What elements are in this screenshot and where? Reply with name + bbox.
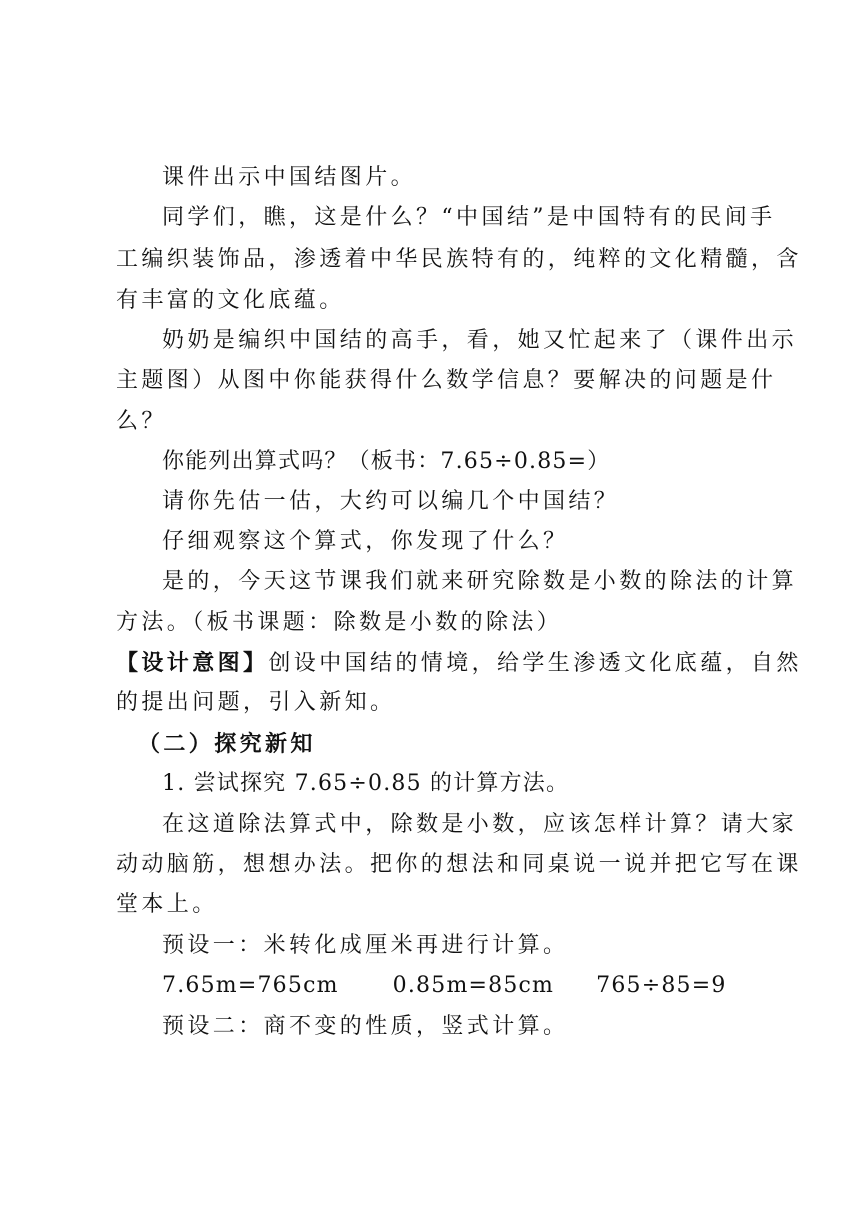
design-intent-text: 创设中国结的情境，给学生渗透文化底蕴，自然 [268, 651, 802, 676]
equation-3: 765÷85=9 [596, 973, 727, 998]
paragraph-estimate: 请你先估一估，大约可以编几个中国结？ [162, 489, 620, 514]
paragraph-courseware-show: 课件出示中国结图片。 [162, 165, 417, 190]
design-intent-label: 【设计意图】 [116, 650, 269, 676]
paragraph-chinese-knot-line3: 有丰富的文化底蕴。 [116, 288, 345, 313]
preset-two: 预设二：商不变的性质，竖式计算。 [162, 1014, 569, 1039]
paragraph-divisor-line2: 动动脑筋，想想办法。把你的想法和同桌说一说并把它写在课 [116, 852, 802, 877]
paragraph-chinese-knot-line1: 同学们，瞧，这是什么？“中国结”是中国特有的民间手 [162, 205, 776, 230]
paragraph-divisor-line3: 堂本上。 [116, 892, 218, 917]
paragraph-today-line2: 方法。（板书课题：除数是小数的除法） [116, 610, 563, 635]
preset-one: 预设一：米转化成厘米再进行计算。 [162, 933, 569, 958]
equations-line [162, 972, 727, 1000]
design-intent-line2: 的提出问题，引入新知。 [116, 690, 396, 715]
design-intent-line1 [116, 649, 802, 678]
paragraph-grandma-line2: 主题图）从图中你能获得什么数学信息？要解决的问题是什 [116, 368, 777, 393]
paragraph-today-line1: 是的，今天这节课我们就来研究除数是小数的除法的计算 [162, 569, 798, 594]
paragraph-grandma-line3: 么？ [116, 409, 167, 434]
paragraph-formula-question: 你能列出算式吗？（板书：7.65÷0.85=） [162, 449, 611, 474]
equation-2: 0.85m=85cm [392, 973, 555, 998]
paragraph-grandma-line1: 奶奶是编织中国结的高手，看，她又忙起来了（课件出示 [162, 328, 798, 353]
list-item-1: 1. 尝试探究 7.65÷0.85 的计算方法。 [162, 771, 570, 796]
section-heading: （二）探究新知 [138, 731, 316, 757]
equation-1: 7.65m=765cm [162, 973, 339, 998]
paragraph-chinese-knot-line2: 工编织装饰品，渗透着中华民族特有的，纯粹的文化精髓，含 [116, 247, 802, 272]
paragraph-observe: 仔细观察这个算式，你发现了什么？ [162, 529, 569, 554]
paragraph-divisor-line1: 在这道除法算式中，除数是小数，应该怎样计算？请大家 [162, 812, 798, 837]
